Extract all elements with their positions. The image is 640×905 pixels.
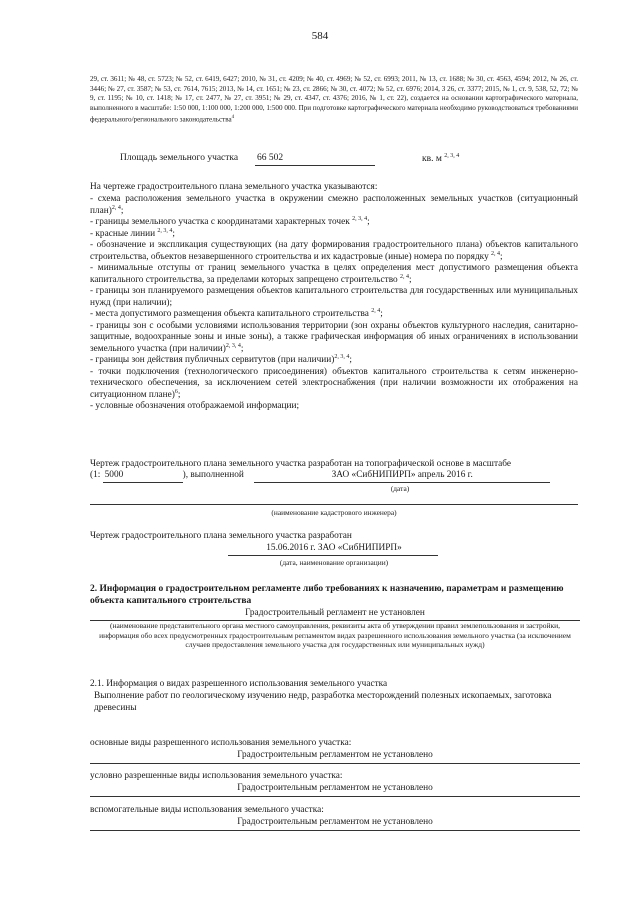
- engineer-underline: [90, 504, 578, 505]
- conditional-uses-label: условно разрешенные виды использования земельного участка:: [90, 771, 343, 781]
- requirement-item: - границы зон планируемого размещения объектов капитального строительства для государственных или муниципальных нужд (при наличии);: [90, 286, 578, 308]
- topo-organization: ЗАО «СибНИПИРП» апрель 2016 г.: [254, 470, 550, 483]
- developed-label: Чертеж градостроительного плана земельного участка разработан: [90, 531, 352, 541]
- topo-basis-line: Чертеж градостроительного плана земельного участка разработан на топографической основе в масштабе: [90, 459, 512, 469]
- date-caption: (дата): [390, 484, 410, 493]
- requirements-list: [90, 194, 578, 413]
- conditional-uses-value: Градостроительным регламентом не установлено: [237, 783, 433, 793]
- section-2-value: Градостроительный регламент не установлен: [245, 608, 425, 618]
- developed-underline: [228, 555, 438, 556]
- requirement-item: - места допустимого размещения объекта капитального строительства $^{2, 4}$;: [90, 307, 383, 319]
- section-2-1: [90, 678, 580, 714]
- area-unit: [422, 153, 459, 164]
- requirement-item: - минимальные отступы от границ земельного участка в целях определения мест допустимого размещения объекта капитального строительства, за пределами которых запрещено строительство $^{2, 4}$;: [90, 263, 578, 285]
- requirement-item: - красные линии $^{2, 3, 4}$;: [90, 227, 175, 239]
- section-2-1-text: Выполнение работ по геологическому изучению недр, разработка месторождений полезных ископаемых, заготовка древесины: [94, 691, 552, 713]
- scale-prefix: (1:: [90, 470, 101, 480]
- requirement-item: - границы земельного участка с координатами характерных точек $^{2, 3, 4}$;: [90, 215, 370, 227]
- section-2-title: 2. Информация о градостроительном регламенте либо требованиях к назначению, параметрам и размещению объекта капитального строительства: [90, 584, 564, 606]
- auxiliary-uses-underline: [90, 830, 580, 831]
- legal-references-paragraph: [90, 75, 578, 125]
- requirements-intro: На чертеже градостроительного плана земельного участка указываются:: [90, 182, 378, 192]
- auxiliary-uses-value: Градостроительным регламентом не установлено: [237, 817, 433, 827]
- engineer-caption: (наименование кадастрового инженера): [271, 508, 397, 517]
- requirement-item: - границы зон действия публичных сервитутов (при наличии)$^{2, 3, 4}$;: [90, 353, 352, 365]
- area-unit-text: кв. м: [422, 154, 442, 165]
- scale-suffix: ), выполненной: [182, 470, 244, 480]
- auxiliary-uses-label: вспомогательные виды использования земельного участка:: [90, 805, 324, 815]
- requirement-item: - условные обозначения отображаемой информации;: [90, 401, 300, 411]
- requirement-item: - точки подключения (технологического присоединения) объектов капитального строительства к сетям инженерно-технического обеспечения, за исключением сетей электроснабжения (при наличии возможности их отображения на ситуационном плане)$^6$;: [90, 366, 578, 400]
- requirement-item: - обозначение и экспликация существующих (на дату формирования градостроительного плана) объектов капитального строительства, объектов незавершенного строительства и их кадастровые (иные) номера по порядку $^{2, 4}$;: [90, 240, 578, 262]
- area-label: Площадь земельного участка: [120, 153, 239, 163]
- section-2-caption: (наименование представительного органа местного самоуправления, реквизиты акта об утверждении правил землепользования и застройки, информация обо всех предусмотренных градостроительным регламентом видах разрешенного использования земельного участка (за исключением случаев предоставления земельного участка для государственных или муниципальных нужд): [99, 621, 571, 650]
- section-2-1-title: 2.1. Информация о видах разрешенного использования земельного участка: [90, 679, 388, 689]
- main-uses-label: основные виды разрешенного использования земельного участка:: [90, 738, 352, 748]
- conditional-uses-underline: [90, 796, 580, 797]
- page-number: 584: [311, 30, 329, 42]
- topo-scale-line: [90, 470, 580, 483]
- requirement-item: - схема расположения земельного участка в окружении смежно расположенных земельных участков (ситуационный план)$^{2, 4}$;: [90, 194, 578, 216]
- legal-footnote-ref: 4: [231, 115, 235, 121]
- developed-value: 15.06.2016 г. ЗАО «СибНИПИРП»: [266, 543, 402, 553]
- main-uses-value: Градостроительным регламентом не установлено: [237, 750, 433, 760]
- legal-text: 29, ст. 3611; № 48, ст. 5723; № 52, ст. 6419, 6427; 2010, № 31, ст. 4209; № 40, ст. 4969; № 52, ст. 6993; 2011, № 13, ст. 1688; № 30, ст. 4563, 4594; 2012, № 26, ст. 3446; № 27, ст. 3587; № 53, ст. 7614, 7615; 2013, № 14, ст. 1651; № 23, ст. 2866; № 30, ст. 4072; № 52, ст. 6976; 2014, 3 26, ст. 3377; 2015, № 1, ст. 9, 538, 52, 72; № 9, ст. 1195; № 10, ст. 1418; № 17, ст. 2477, № 27, ст. 3951; № 29, ст. 4347, ст. 4376; 2016, № 1, ст. 22), создается на основании картографического материала, выполненного в масштабе: 1:50 000, 1:100 000, 1:200 000, 1:500 000. При подготовке картографического материала необходимо руководствоваться требованиями федерального/регионального законодательства: [90, 75, 578, 124]
- area-value: 66 502: [255, 153, 375, 166]
- area-unit-footnote-ref: 2, 3, 4: [444, 153, 460, 159]
- requirement-item: - границы зон с особыми условиями использования территории (зон охраны объектов культурного наследия, санитарно-защитные, водоохранные зоны и иные зоны), а также графическая информация об иных ограничениях в использовании земельного участка (при наличии)$^{2, 3, 4}$;: [90, 320, 578, 354]
- developed-caption: (дата, наименование организации): [279, 558, 389, 567]
- main-uses-underline: [90, 763, 580, 764]
- scale-value: 5000: [103, 470, 183, 483]
